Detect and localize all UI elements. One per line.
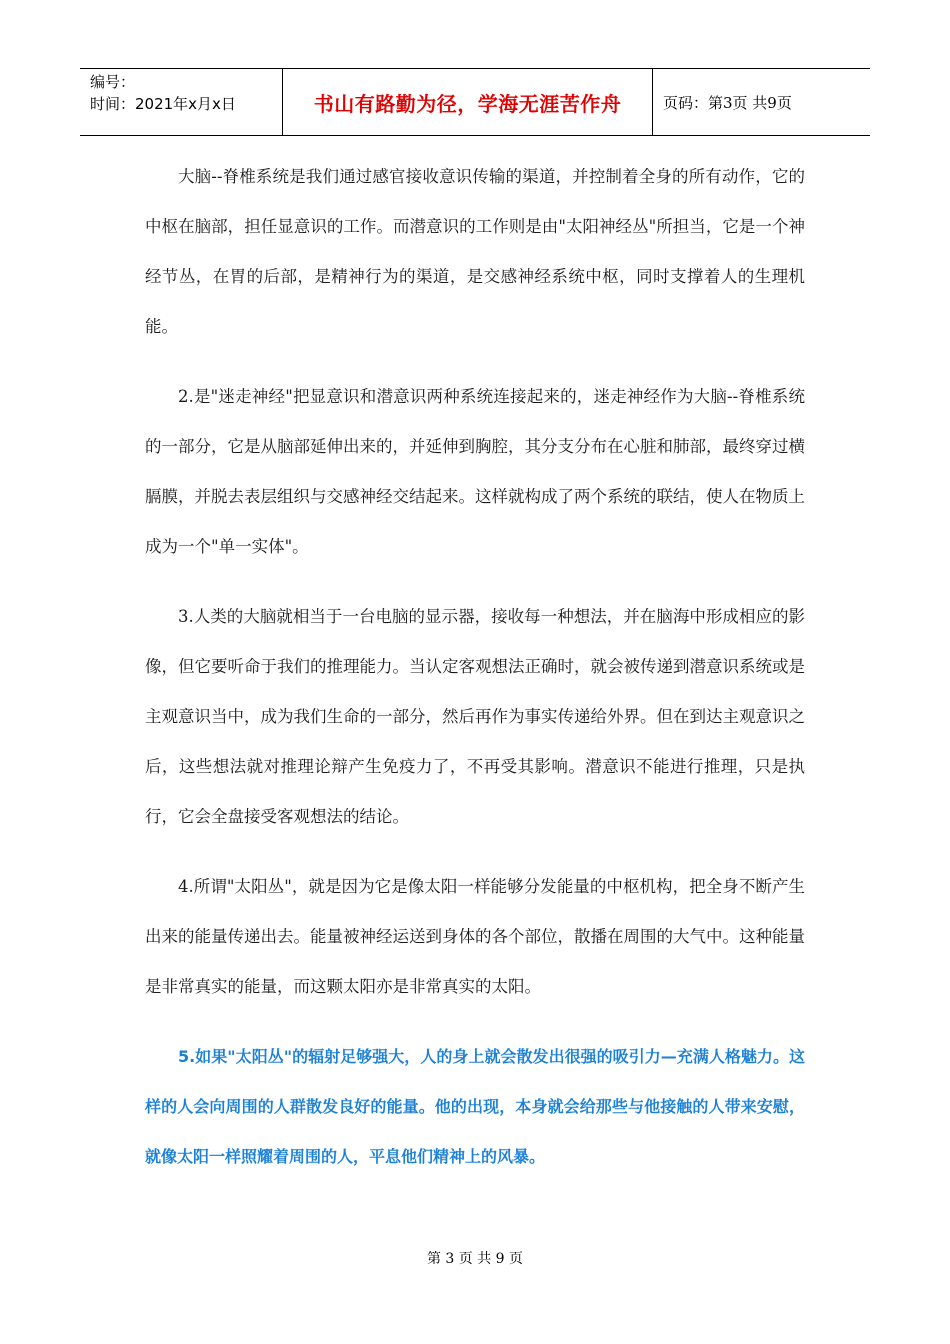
document-header — [80, 68, 870, 136]
paragraph-5-highlighted: 5.如果"太阳丛"的辐射足够强大，人的身上就会散发出很强的吸引力—充满人格魅力。这样的人会向周围的人群散发良好的能量。他的出现，本身就会给那些与他接触的人带来安慰，就像太阳一样照耀着周围的人，平息他们精神上的风暴。 — [145, 1047, 805, 1166]
header-meta — [80, 69, 283, 135]
page-footer: 第 3 页 共 9 页 — [426, 1251, 524, 1267]
motto-text: 书山有路勤为径，学海无涯苦作舟 — [313, 91, 622, 116]
paragraph-1: 大脑--脊椎系统是我们通过感官接收意识传输的渠道，并控制着全身的所有动作，它的中枢在脑部，担任显意识的工作。而潜意识的工作则是由"太阳神经丛"所担当，它是一个神经节丛，在胃的后部，是精神行为的渠道，是交感神经系统中枢，同时支撑着人的生理机能。 — [145, 167, 805, 336]
time-label: 时间：2021年x月x日 — [90, 95, 236, 113]
header-motto-cell — [283, 69, 653, 135]
document-body — [145, 152, 805, 1202]
paragraph-3: 3.人类的大脑就相当于一台电脑的显示器，接收每一种想法，并在脑海中形成相应的影像，但它要听命于我们的推理能力。当认定客观想法正确时，就会被传递到潜意识系统或是主观意识当中，成为我们生命的一部分，然后再作为事实传递给外界。但在到达主观意识之后，这些想法就对推理论辩产生免疫力了，不再受其影响。潜意识不能进行推理，只是执行，它会全盘接受客观想法的结论。 — [145, 607, 805, 826]
header-page-info — [653, 69, 870, 135]
paragraph-4: 4.所谓"太阳丛"，就是因为它是像太阳一样能够分发能量的中枢机构，把全身不断产生出来的能量传递出去。能量被神经运送到身体的各个部位，散播在周围的大气中。这种能量是非常真实的能量，而这颗太阳亦是非常真实的太阳。 — [145, 877, 805, 996]
page-info-text: 页码：第3页 共9页 — [663, 93, 792, 112]
paragraph-2: 2.是"迷走神经"把显意识和潜意识两种系统连接起来的，迷走神经作为大脑--脊椎系统的一部分，它是从脑部延伸出来的，并延伸到胸腔，其分支分布在心脏和肺部，最终穿过横膈膜，并脱去表层组织与交感神经交结起来。这样就构成了两个系统的联结，使人在物质上成为一个"单一实体"。 — [145, 387, 805, 556]
number-label: 编号： — [90, 73, 136, 91]
